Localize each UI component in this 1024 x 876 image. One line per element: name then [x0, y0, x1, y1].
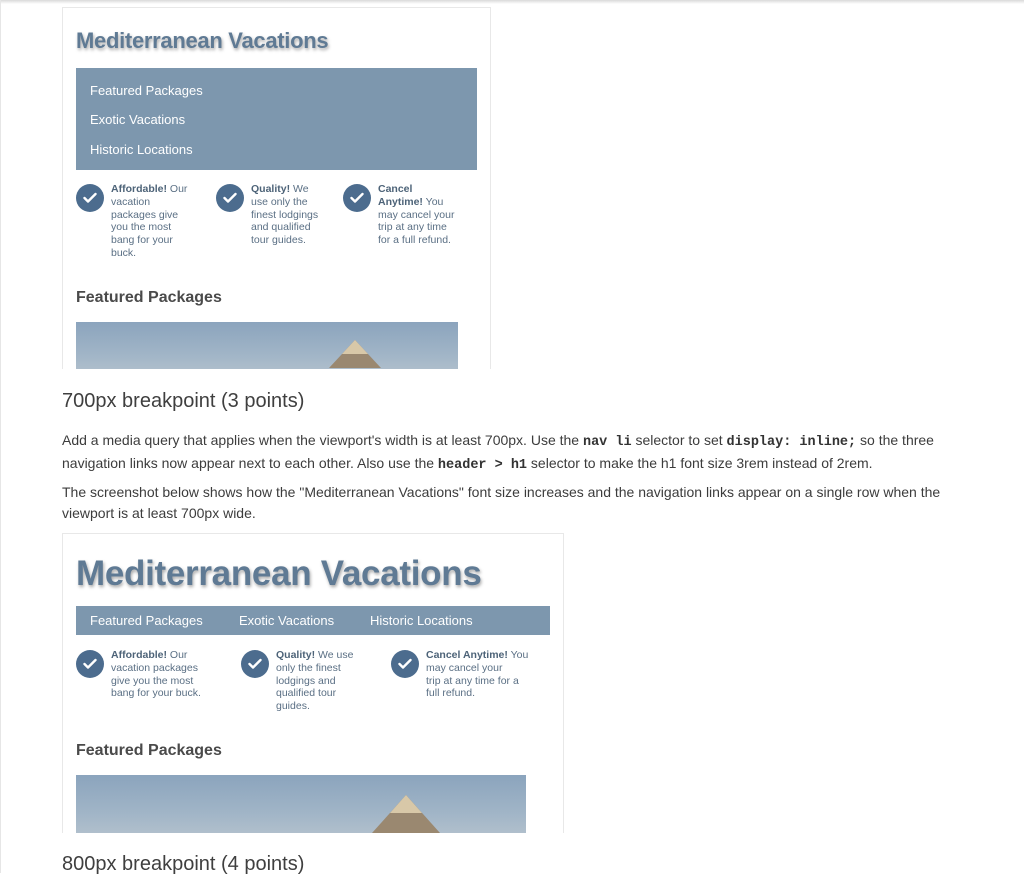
- nav-link-historic-locations[interactable]: Historic Locations: [370, 613, 473, 628]
- feature-text: Cancel Anytime! You may cancel your trip at any time for a full refund.: [426, 649, 529, 700]
- 700px-layout-screenshot: [62, 533, 564, 833]
- page-left-border: [0, 0, 1, 873]
- pyramid-photo: [76, 322, 458, 369]
- nav-link-historic-locations[interactable]: Historic Locations: [90, 142, 193, 157]
- checkmark-circle-icon: [343, 184, 371, 212]
- feature-text: Affordable! Our vacation packages give you the most bang for your buck.: [111, 183, 188, 259]
- site-title: Mediterranean Vacations: [76, 554, 482, 593]
- feature-text: Cancel Anytime! You may cancel your trip at any time for a full refund.: [378, 183, 455, 247]
- nav-link-exotic-vacations[interactable]: Exotic Vacations: [90, 112, 186, 127]
- top-shadow: [0, 0, 1024, 4]
- section-heading-featured-packages: Featured Packages: [76, 742, 222, 759]
- feature-text: Quality! We use only the finest lodgings and qualified tour guides.: [276, 649, 354, 713]
- pyramid-photo: [76, 775, 526, 833]
- pyramid-cap: [390, 795, 422, 813]
- checkmark-circle-icon: [76, 184, 104, 212]
- nav-link-featured-packages[interactable]: Featured Packages: [90, 613, 203, 628]
- feature-text: Affordable! Our vacation packages give you the most bang for your buck.: [111, 649, 201, 700]
- pyramid-cap: [342, 340, 368, 354]
- checkmark-circle-icon: [216, 184, 244, 212]
- checkmark-circle-icon: [241, 650, 269, 678]
- heading-700px-breakpoint: 700px breakpoint (3 points): [62, 390, 305, 412]
- nav-bar: [76, 68, 477, 170]
- section-heading-featured-packages: Featured Packages: [76, 289, 222, 306]
- instructions-paragraph: Add a media query that applies when the viewport's width is at least 700px. Use the nav li selector to set display: inline; so the three navigation links now appear next to each other. Also use the header > h1 selector to make the h1 font size 3rem instead of 2rem.: [62, 432, 934, 473]
- code-header-h1: header > h1: [437, 458, 528, 473]
- code-display-inline: display: inline;: [726, 435, 857, 450]
- nav-bar: [76, 606, 550, 635]
- mobile-layout-screenshot: [62, 7, 491, 369]
- screenshot-description-paragraph: The screenshot below shows how the "Mediterranean Vacations" font size increases and the navigation links appear on a single row when the viewport is at least 700px wide.: [62, 484, 941, 521]
- nav-link-featured-packages[interactable]: Featured Packages: [90, 83, 203, 98]
- checkmark-circle-icon: [76, 650, 104, 678]
- feature-text: Quality! We use only the finest lodgings and qualified tour guides.: [251, 183, 319, 247]
- checkmark-circle-icon: [391, 650, 419, 678]
- code-nav-li: nav li: [582, 435, 632, 450]
- heading-800px-breakpoint: 800px breakpoint (4 points): [62, 853, 305, 875]
- site-title: Mediterranean Vacations: [76, 28, 329, 53]
- nav-link-exotic-vacations[interactable]: Exotic Vacations: [239, 613, 335, 628]
